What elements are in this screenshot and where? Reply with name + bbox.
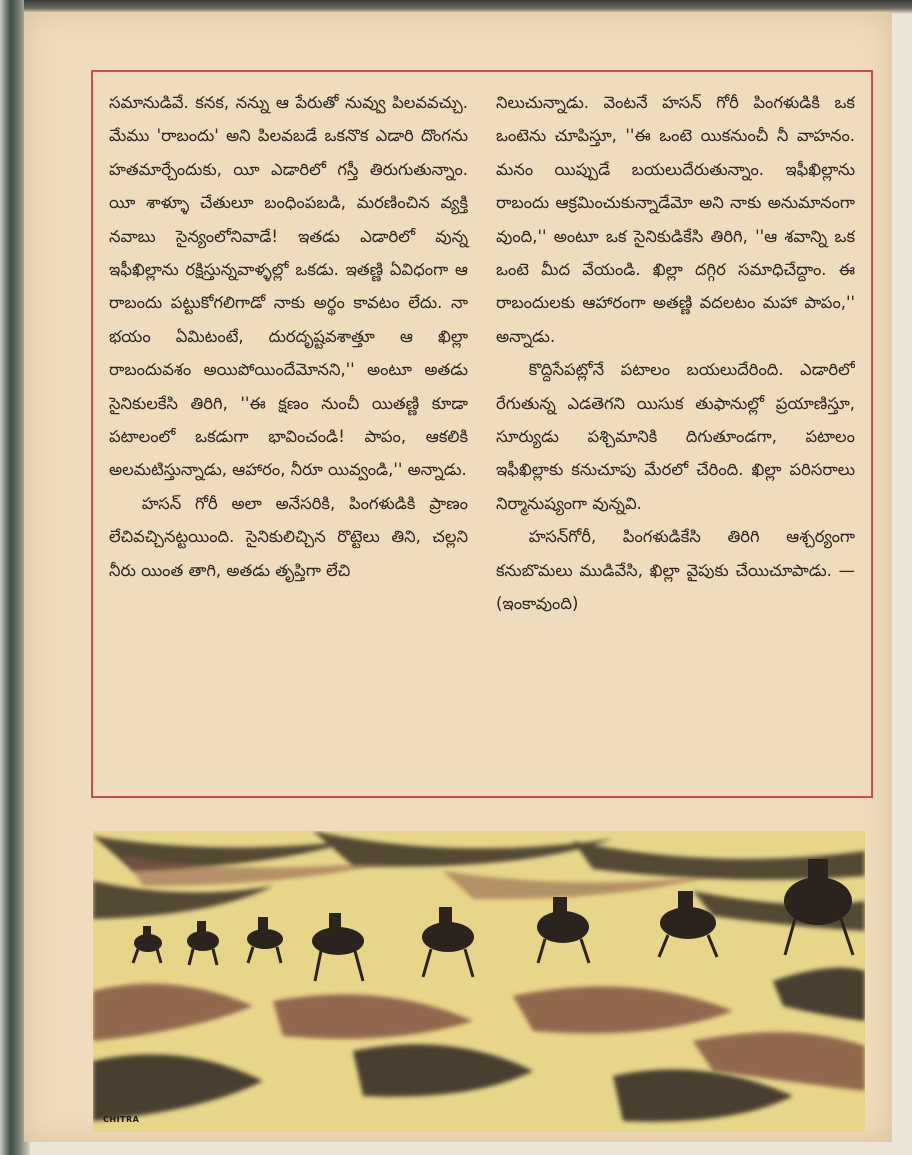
paragraph: నిలుచున్నాడు. వెంటనే హసన్ గోరీ పింగళుడికి ఒక ఒంటెను చూపిస్తూ, ''ఈ ఒంటె యికనుంచీ నీ వాహనం. మనం యిప్పుడే బయలుదేరుతున్నాం. ఇఫీఖిల్లాను రాబందు ఆక్రమించుకున్నాడేమో అని నాకు అనుమానంగా వుంది,'' అంటూ ఒక సైనికుడికేసి తిరిగి, ''ఆ శవాన్ని ఒక ఒంటె మీద వేయండి. ఖిల్లా దగ్గిర సమాధిచేద్దాం. ఈ రాబందులకు ఆహారంగా అతణ్ణి వదలటం మహా పాపం,'' అన్నాడు.	[496, 93, 855, 346]
desert-caravan-illustration	[93, 831, 865, 1132]
sandstorm-scene	[93, 831, 865, 1132]
text-column-right	[482, 86, 855, 786]
paragraph: హసన్ గోరీ అలా అనేసరికి, పింగళుడికి ప్రాణం లేచివచ్చినట్టయింది. సైనికులిచ్చిన రొట్టెలు తిని, చల్లని నీరు యింత తాగి, అతడు తృప్తిగా లేచి	[109, 493, 468, 580]
artist-signature: CHITRA	[103, 1115, 140, 1124]
paragraph: సమానుడివే. కనక, నన్ను ఆ పేరుతో నువ్వు పిలవవచ్చు. మేము 'రాబందు' అని పిలవబడే ఒకనొక ఎడారి దొంగను హతమార్చేందుకు, యీ ఎడారిలో గస్తీ తిరుగుతున్నాం. యీ శాళ్ళూ చేతులూ బంధింపబడి, మరణించిన వ్యక్తి నవాబు సైన్యంలోనివాడే! ఇతడు ఎడారిలో వున్న ఇఫీఖిల్లాను రక్షిస్తున్నవాళ్ళల్లో ఒకడు. ఇతణ్ణి ఏవిధంగా ఆ రాబందు పట్టుకోగలిగాడో నాకు అర్థం కావటం లేదు. నా భయం ఏమిటంటే, దురదృష్టవశాత్తూ ఆ ఖిల్లా రాబందువశం అయిపోయిందేమోనని,'' అంటూ అతడు సైనికులకేసి తిరిగి, ''ఈ క్షణం నుంచీ యితణ్ణి కూడా పటాలంలో ఒకడుగా భావించండి! పాపం, ఆకలికి అలమటిస్తున్నాడు, ఆహారం, నీరూ యివ్వండి,'' అన్నాడు.	[109, 93, 468, 480]
story-text-box	[91, 70, 873, 798]
paragraph: కొద్దిసేపట్లోనే పటాలం బయలుదేరింది. ఎడారిలో రేగుతున్న ఎడతెగని యిసుక తుఫానుల్లో ప్రయాణిస్తూ, సూర్యుడు పశ్చిమానికి దిగుతూండగా, పటాలం ఇఫీఖిల్లాకు కనుచూపు మేరలో చేరింది. ఖిల్లా పరిసరాలు నిర్మానుష్యంగా వున్నవి.	[496, 360, 855, 513]
text-column-left	[109, 86, 482, 786]
paragraph: హసన్‌గోరీ, పింగళుడికేసి తిరిగి ఆశ్చర్యంగా కనుబొమలు ముడివేసి, ఖిల్లా వైపుకు చేయిచూపాడు. —(ఇంకావుంది)	[496, 527, 855, 614]
